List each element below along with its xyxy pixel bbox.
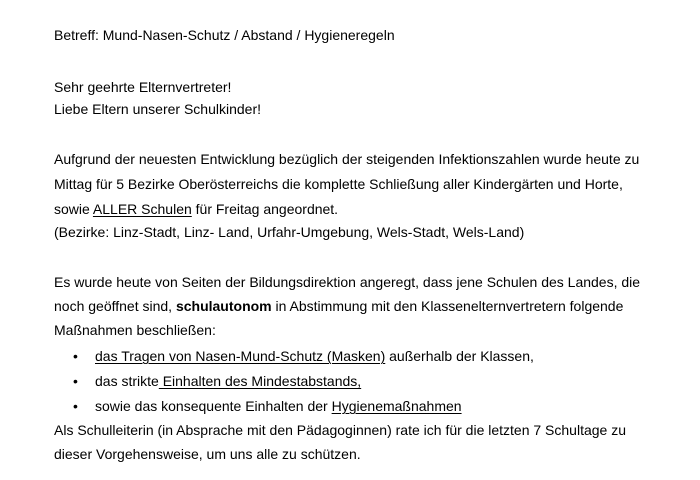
paragraph-2-line-2-post: in Abstimmung mit den Klassenelternvertretern folgende [271, 298, 624, 314]
bullet-text [95, 397, 462, 415]
greeting-line-2: Liebe Eltern unserer Schulkinder! [54, 101, 262, 117]
bullet-dot: • [73, 373, 78, 389]
paragraph-3-line-1: Als Schulleiterin (in Absprache mit den Pädagoginnen) rate ich für die letzten 7 Schultage zu [54, 422, 627, 438]
paragraph-2-line-2 [54, 297, 623, 315]
greeting-line-1: Sehr geehrte Elternvertreter! [54, 79, 232, 95]
bullet-text-underlined: Hygienemaßnahmen [331, 398, 462, 414]
all-schools-underlined: ALLER Schulen [92, 201, 192, 217]
bullet-text-underlined: das Tragen von Nasen-Mund-Schutz (Masken) [95, 348, 386, 364]
paragraph-1-line-3 [54, 200, 338, 218]
bullet-text-post: außerhalb der Klassen, [385, 348, 534, 364]
bullet-text [95, 372, 361, 390]
bullet-text [95, 347, 534, 365]
paragraph-1-line-1: Aufgrund der neuesten Entwicklung bezüglich der steigenden Infektionszahlen wurde heute zu [54, 151, 640, 167]
paragraph-1-line-3-post: für Freitag angeordnet. [191, 201, 339, 217]
paragraph-2-line-3: Maßnahmen beschließen: [54, 322, 216, 338]
paragraph-1-line-3-pre: sowie [54, 201, 93, 217]
bullet-text-pre: das strikte [95, 373, 159, 389]
subject-line: Betreff: Mund-Nasen-Schutz / Abstand / Hygieneregeln [54, 27, 395, 43]
districts-line: (Bezirke: Linz-Stadt, Linz- Land, Urfahr-Umgebung, Wels-Stadt, Wels-Land) [54, 224, 525, 240]
bullet-text-pre: sowie das konsequente Einhalten der [95, 398, 332, 414]
bullet-text-underlined: Einhalten des Mindestabstands, [158, 373, 362, 389]
paragraph-1-line-2: Mittag für 5 Bezirke Oberösterreichs die komplette Schließung aller Kindergärten und Horte, [54, 176, 623, 192]
bullet-dot: • [73, 348, 78, 364]
paragraph-2-line-2-pre: noch geöffnet sind, [54, 298, 176, 314]
paragraph-2-line-1: Es wurde heute von Seiten der Bildungsdirektion angeregt, dass jene Schulen des Landes, die [54, 274, 641, 290]
schulautonom-bold: schulautonom [175, 298, 272, 314]
bullet-dot: • [73, 398, 78, 414]
paragraph-3-line-2: dieser Vorgehensweise, um uns alle zu schützen. [54, 446, 361, 462]
